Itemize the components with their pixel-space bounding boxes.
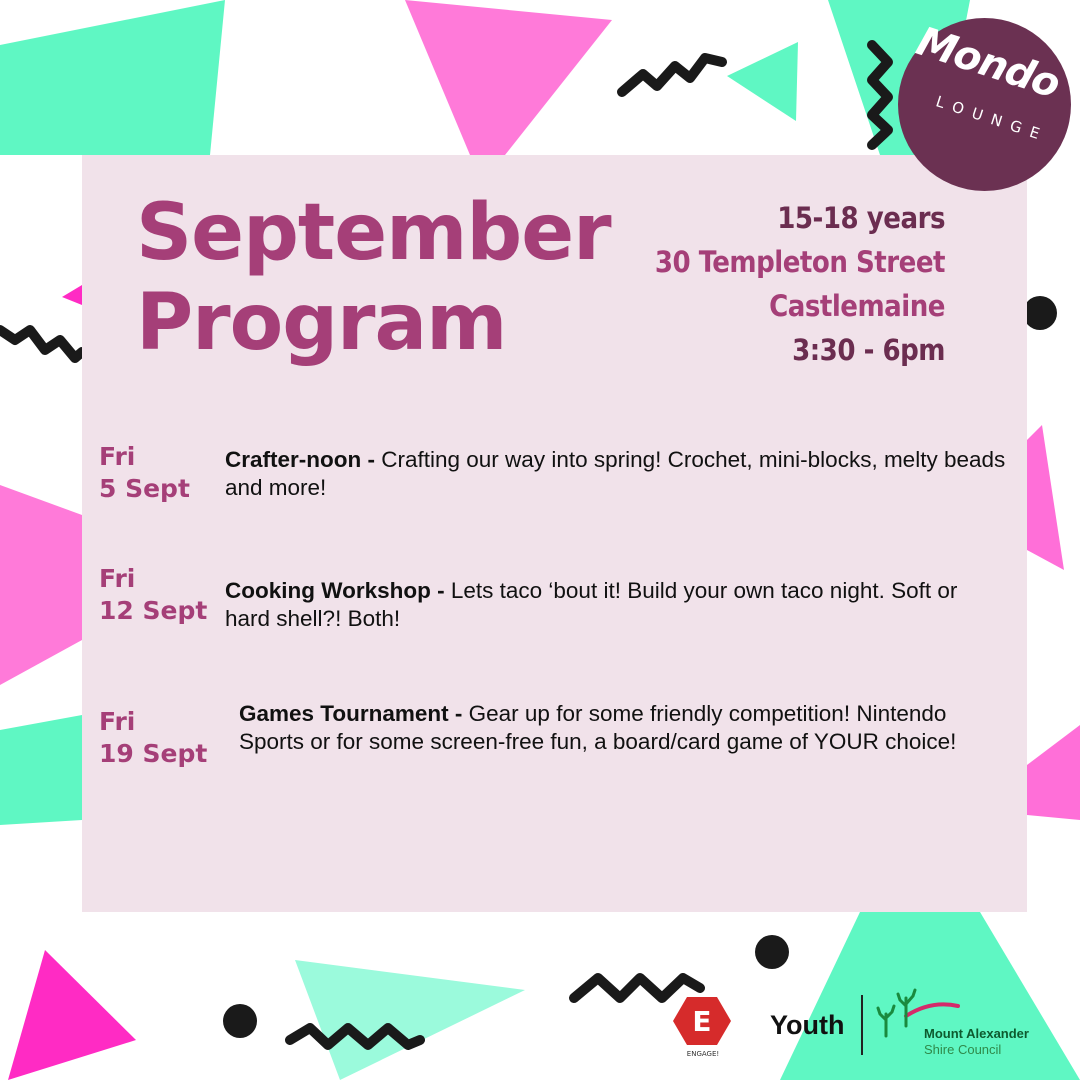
event-name: Crafter-noon - bbox=[225, 447, 375, 472]
engage-letter: E bbox=[692, 1005, 712, 1038]
mint-triangle-left bbox=[0, 715, 82, 825]
event-description bbox=[225, 577, 965, 633]
age-range: 15-18 years bbox=[777, 201, 945, 235]
zigzag-left bbox=[0, 330, 82, 358]
session-time: 3:30 - 6pm bbox=[792, 333, 945, 367]
mondo-lounge-logo bbox=[898, 18, 1071, 191]
black-dot-bottom bbox=[755, 935, 789, 969]
town: Castlemaine bbox=[769, 289, 945, 323]
event-date-value: 19 Sept bbox=[99, 739, 208, 768]
pink-triangle-left-small bbox=[62, 285, 82, 305]
council-name: Mount Alexander bbox=[924, 1026, 1029, 1041]
council-sub: Shire Council bbox=[924, 1042, 1002, 1057]
event-detail: Crafting our way into spring! Crochet, mini-blocks, melty beads and more! bbox=[225, 447, 1006, 500]
page-title bbox=[136, 188, 611, 368]
event-date-value: 12 Sept bbox=[99, 596, 208, 625]
mint-triangle-bottom bbox=[295, 960, 525, 1080]
event-description bbox=[225, 446, 1015, 502]
event-name: Games Tournament - bbox=[239, 701, 463, 726]
address: 30 Templeton Street bbox=[654, 245, 945, 279]
event-description bbox=[239, 700, 979, 756]
pink-triangle-top bbox=[405, 0, 612, 155]
title-line-1: September bbox=[136, 188, 611, 278]
event-day: Fri bbox=[99, 707, 136, 736]
pink-triangle-left-big bbox=[0, 485, 82, 685]
mint-triangle-top-left bbox=[0, 0, 225, 155]
event-day: Fri bbox=[99, 564, 136, 593]
event-date bbox=[99, 441, 190, 505]
event-day: Fri bbox=[99, 442, 136, 471]
black-dot-bottom-left bbox=[223, 1004, 257, 1038]
event-date bbox=[99, 706, 207, 770]
engage-logo-icon bbox=[673, 995, 731, 1047]
magenta-triangle-bottom-left bbox=[8, 950, 136, 1080]
pink-triangle-right-low bbox=[1027, 725, 1080, 820]
program-info bbox=[655, 196, 945, 372]
youth-label: Youth bbox=[770, 1010, 845, 1040]
event-date bbox=[99, 563, 207, 627]
footer-divider bbox=[861, 995, 863, 1055]
logo-word: Mondo bbox=[911, 18, 1065, 108]
logo-sub: LOUNGE bbox=[933, 92, 1051, 146]
mint-triangle-small bbox=[727, 42, 798, 121]
pink-triangle-right bbox=[1027, 425, 1064, 570]
engage-label: ENGAGE! bbox=[686, 1050, 720, 1058]
event-detail: Gear up for some friendly competition! Nintendo Sports or for some screen-free fun, a board/card game of YOUR choice! bbox=[239, 701, 957, 754]
event-name: Cooking Workshop - bbox=[225, 578, 445, 603]
event-date-value: 5 Sept bbox=[99, 474, 190, 503]
title-line-2: Program bbox=[136, 278, 507, 368]
event-detail: Lets taco ‘bout it! Build your own taco night. Soft or hard shell?! Both! bbox=[225, 578, 958, 631]
black-dot-right bbox=[1023, 296, 1057, 330]
zigzag-top bbox=[622, 58, 722, 92]
